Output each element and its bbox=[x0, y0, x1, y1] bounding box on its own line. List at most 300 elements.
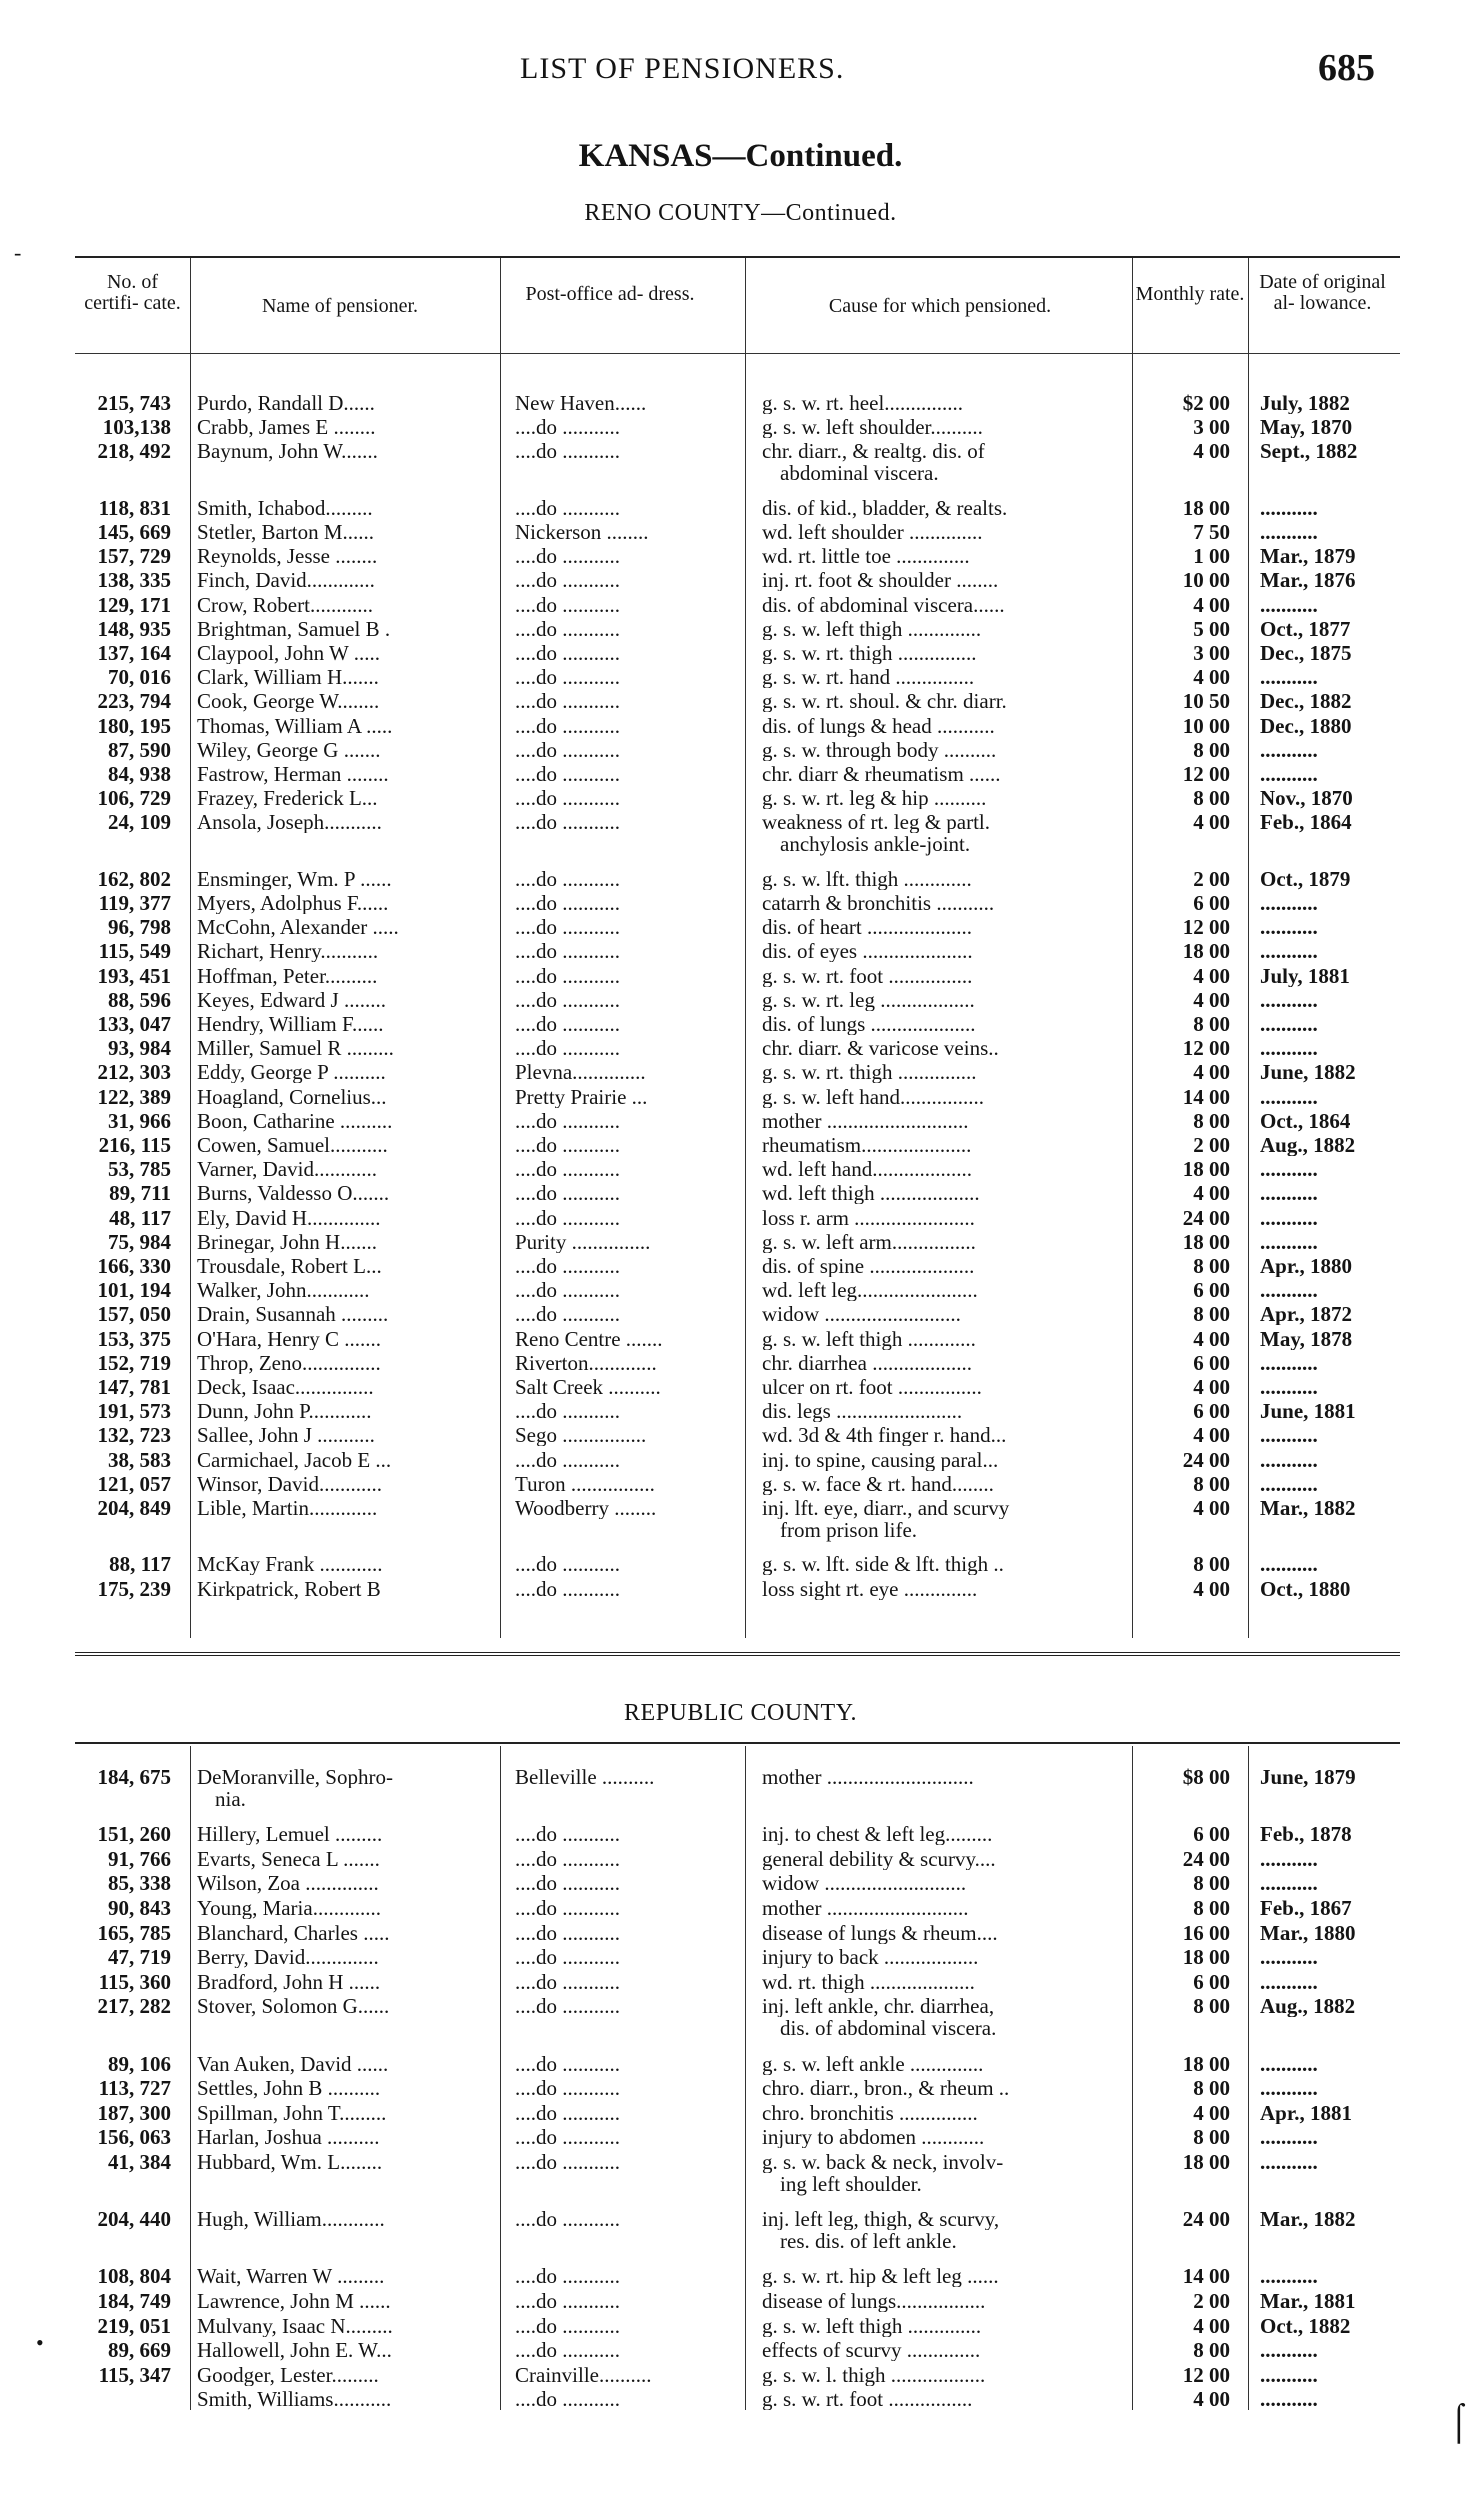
pensioner-name: Crabb, James E ........ bbox=[197, 416, 376, 439]
monthly-rate: 4 00 bbox=[1193, 1061, 1230, 1084]
allowance-date: ........... bbox=[1260, 2339, 1318, 2362]
monthly-rate: 24 00 bbox=[1182, 1448, 1230, 1471]
pensioner-name: Mulvany, Isaac N......... bbox=[197, 2314, 393, 2337]
post-office: ....do ........... bbox=[515, 593, 620, 616]
certificate-number: 48, 117 bbox=[109, 1206, 171, 1229]
certificate-number: 204, 849 bbox=[97, 1497, 171, 1519]
post-office: ....do ........... bbox=[515, 416, 620, 439]
monthly-rate: 4 00 bbox=[1193, 593, 1230, 616]
certificate-number: 115, 549 bbox=[98, 940, 171, 963]
allowance-date: ........... bbox=[1260, 2388, 1318, 2411]
cause-of-pension: chr. diarrhea ................... bbox=[762, 1351, 972, 1374]
pensioner-name: Frazey, Frederick L... bbox=[197, 787, 378, 810]
pensioner-name: Reynolds, Jesse ........ bbox=[197, 545, 378, 568]
pensioner-name: Wiley, George G ....... bbox=[197, 738, 381, 761]
allowance-date: Aug., 1882 bbox=[1260, 1995, 1356, 2018]
pensioner-name: O'Hara, Henry C ....... bbox=[197, 1327, 381, 1350]
certificate-number: 184, 749 bbox=[97, 2290, 171, 2312]
monthly-rate: 8 00 bbox=[1193, 1872, 1230, 1895]
post-office: Plevna.............. bbox=[515, 1061, 646, 1084]
post-office: ....do ........... bbox=[515, 2265, 620, 2288]
monthly-rate: 4 00 bbox=[1193, 811, 1230, 834]
post-office: Crainville.......... bbox=[515, 2363, 652, 2386]
certificate-number: 119, 377 bbox=[98, 892, 171, 914]
cause-of-pension: disease of lungs & rheum.... bbox=[762, 1921, 998, 1944]
post-office: ....do ........... bbox=[515, 1158, 620, 1181]
certificate-number: 133, 047 bbox=[97, 1013, 171, 1035]
allowance-date: Mar., 1880 bbox=[1260, 1921, 1356, 1944]
republic-top-rule bbox=[75, 1742, 1400, 1744]
pensioner-name: McCohn, Alexander ..... bbox=[197, 916, 399, 939]
post-office: New Haven...... bbox=[515, 392, 647, 414]
cause-of-pension: dis. of spine .................... bbox=[762, 1255, 975, 1277]
monthly-rate: 14 00 bbox=[1182, 1085, 1230, 1108]
monthly-rate: 18 00 bbox=[1182, 940, 1230, 963]
certificate-number: 121, 057 bbox=[97, 1472, 171, 1495]
allowance-date: ........... bbox=[1260, 2265, 1318, 2288]
allowance-date: ........... bbox=[1260, 1013, 1318, 1035]
monthly-rate: 6 00 bbox=[1193, 1279, 1230, 1302]
pensioner-name: Myers, Adolphus F...... bbox=[197, 892, 389, 914]
certificate-number: 223, 794 bbox=[97, 690, 171, 713]
allowance-date: ........... bbox=[1260, 1872, 1318, 1895]
column-header-rate: Monthly rate. bbox=[1135, 283, 1245, 305]
monthly-rate: 16 00 bbox=[1182, 1921, 1230, 1944]
certificate-number: 38, 583 bbox=[108, 1448, 171, 1471]
post-office: ....do ........... bbox=[515, 666, 620, 689]
cause-of-pension: g. s. w. l. thigh .................. bbox=[762, 2363, 986, 2386]
certificate-number: 216, 115 bbox=[98, 1134, 171, 1156]
cause-of-pension: g. s. w. left thigh ............. bbox=[762, 1327, 976, 1350]
post-office: ....do ........... bbox=[515, 2208, 620, 2231]
cause-of-pension: inj. lft. eye, diarr., and scurvy bbox=[762, 1497, 1010, 1519]
allowance-date: ........... bbox=[1260, 1847, 1318, 1870]
pensioner-name: Hendry, William F...... bbox=[197, 1013, 384, 1035]
monthly-rate: 18 00 bbox=[1182, 1158, 1230, 1181]
post-office: ....do ........... bbox=[515, 2077, 620, 2100]
pensioner-name: Baynum, John W....... bbox=[197, 440, 378, 463]
margin-mark: ⌠ bbox=[1448, 2401, 1470, 2441]
pensioner-name: DeMoranville, Sophro- bbox=[197, 1766, 393, 1788]
allowance-date: Apr., 1872 bbox=[1260, 1303, 1352, 1326]
post-office: Pretty Prairie ... bbox=[515, 1085, 648, 1108]
certificate-number: 147, 781 bbox=[97, 1376, 171, 1398]
pensioner-name: Lawrence, John M ...... bbox=[197, 2290, 391, 2312]
certificate-number: 101, 194 bbox=[97, 1279, 171, 1302]
cause-of-pension: g. s. w. rt. hand ............... bbox=[762, 666, 975, 689]
post-office: ....do ........... bbox=[515, 1037, 620, 1060]
monthly-rate: 3 00 bbox=[1193, 642, 1230, 664]
post-office: ....do ........... bbox=[515, 714, 620, 737]
post-office: Salt Creek .......... bbox=[515, 1376, 661, 1398]
certificate-number: 218, 492 bbox=[97, 440, 171, 463]
allowance-date: ........... bbox=[1260, 1279, 1318, 1302]
post-office: ....do ........... bbox=[515, 964, 620, 987]
certificate-number: 180, 195 bbox=[97, 714, 171, 737]
allowance-date: ........... bbox=[1260, 1376, 1318, 1398]
monthly-rate: 8 00 bbox=[1193, 1255, 1230, 1277]
allowance-date: Mar., 1879 bbox=[1260, 545, 1356, 568]
allowance-date: May, 1878 bbox=[1260, 1327, 1353, 1350]
cause-of-pension: inj. rt. foot & shoulder ........ bbox=[762, 569, 999, 592]
cause-of-pension: inj. to chest & left leg......... bbox=[762, 1823, 993, 1846]
post-office: ....do ........... bbox=[515, 2151, 620, 2173]
column-header-date: Date of original al- lowance. bbox=[1259, 271, 1386, 314]
allowance-date: ........... bbox=[1260, 738, 1318, 761]
monthly-rate: 4 00 bbox=[1193, 2101, 1230, 2124]
monthly-rate: 2 00 bbox=[1193, 1134, 1230, 1156]
monthly-rate: 4 00 bbox=[1193, 1577, 1230, 1600]
monthly-rate: 6 00 bbox=[1193, 892, 1230, 914]
pensioner-name: Harlan, Joshua .......... bbox=[197, 2126, 380, 2149]
pensioner-name: Bradford, John H ...... bbox=[197, 1970, 381, 1993]
monthly-rate: 14 00 bbox=[1182, 2265, 1230, 2288]
cause-of-pension: wd. left leg....................... bbox=[762, 1279, 978, 1302]
cause-of-pension: g. s. w. rt. leg .................. bbox=[762, 988, 975, 1011]
certificate-number: 89, 711 bbox=[109, 1182, 171, 1205]
cause-of-pension: g. s. w. rt. thigh ............... bbox=[762, 642, 977, 664]
cause-continuation: res. dis. of left ankle. bbox=[780, 2229, 957, 2254]
pensioner-name: Ely, David H.............. bbox=[197, 1206, 381, 1229]
certificate-number: 31, 966 bbox=[108, 1109, 171, 1132]
column-divider bbox=[190, 1746, 191, 2410]
pensioner-name: Ensminger, Wm. P ...... bbox=[197, 867, 392, 890]
allowance-date: Nov., 1870 bbox=[1260, 787, 1353, 810]
post-office: ....do ........... bbox=[515, 1577, 620, 1600]
pensioner-name: Kirkpatrick, Robert B bbox=[197, 1577, 381, 1600]
cause-of-pension: ulcer on rt. foot ................ bbox=[762, 1376, 982, 1398]
certificate-number: 156, 063 bbox=[97, 2126, 171, 2149]
monthly-rate: 8 00 bbox=[1193, 1553, 1230, 1576]
certificate-number: 75, 984 bbox=[108, 1230, 171, 1253]
monthly-rate: 8 00 bbox=[1193, 2126, 1230, 2149]
monthly-rate: 8 00 bbox=[1193, 2339, 1230, 2362]
certificate-number: 184, 675 bbox=[97, 1766, 171, 1788]
post-office: ....do ........... bbox=[515, 2339, 620, 2362]
post-office: ....do ........... bbox=[515, 569, 620, 592]
cause-of-pension: g. s. w. back & neck, involv- bbox=[762, 2151, 1004, 2173]
post-office: ....do ........... bbox=[515, 440, 620, 463]
post-office: Sego ................ bbox=[515, 1424, 647, 1447]
post-office: ....do ........... bbox=[515, 1448, 620, 1471]
pensioner-name: Fastrow, Herman ........ bbox=[197, 763, 389, 785]
column-header-post-office: Post-office ad- dress. bbox=[525, 283, 695, 305]
allowance-date: ........... bbox=[1260, 1230, 1318, 1253]
cause-of-pension: loss r. arm ....................... bbox=[762, 1206, 975, 1229]
cause-of-pension: g. s. w. rt. foot ................ bbox=[762, 964, 973, 987]
monthly-rate: 4 00 bbox=[1193, 1424, 1230, 1447]
monthly-rate: 8 00 bbox=[1193, 1897, 1230, 1919]
allowance-date: June, 1882 bbox=[1260, 1061, 1356, 1084]
monthly-rate: 24 00 bbox=[1182, 1847, 1230, 1870]
allowance-date: June, 1879 bbox=[1260, 1766, 1356, 1788]
pensioner-name: Dunn, John P............ bbox=[197, 1400, 372, 1423]
post-office: ....do ........... bbox=[515, 763, 620, 785]
post-office: ....do ........... bbox=[515, 496, 620, 519]
cause-of-pension: g. s. w. rt. heel............... bbox=[762, 392, 964, 414]
pensioner-name: Crow, Robert............ bbox=[197, 593, 373, 616]
pensioner-name: Berry, David.............. bbox=[197, 1946, 379, 1969]
certificate-number: 204, 440 bbox=[97, 2208, 171, 2231]
pensioner-name: Stover, Solomon G...... bbox=[197, 1995, 390, 2018]
post-office: ....do ........... bbox=[515, 1134, 620, 1156]
post-office: Purity ............... bbox=[515, 1230, 651, 1253]
certificate-number: 193, 451 bbox=[97, 964, 171, 987]
pensioner-name: Goodger, Lester......... bbox=[197, 2363, 379, 2386]
monthly-rate: 4 00 bbox=[1193, 2388, 1230, 2411]
allowance-date: Sept., 1882 bbox=[1260, 440, 1358, 463]
certificate-number: 89, 669 bbox=[108, 2339, 171, 2362]
certificate-number: 47, 719 bbox=[108, 1946, 171, 1969]
pensioner-name: Young, Maria............. bbox=[197, 1897, 381, 1919]
allowance-date: ........... bbox=[1260, 1351, 1318, 1374]
monthly-rate: 8 00 bbox=[1193, 1303, 1230, 1326]
pensioner-name: Carmichael, Jacob E ... bbox=[197, 1448, 392, 1471]
cause-of-pension: general debility & scurvy.... bbox=[762, 1847, 996, 1870]
cause-of-pension: inj. to spine, causing paral... bbox=[762, 1448, 999, 1471]
column-divider bbox=[1248, 1746, 1249, 2410]
certificate-number: 191, 573 bbox=[97, 1400, 171, 1423]
pensioner-name: Stetler, Barton M...... bbox=[197, 521, 375, 543]
section-divider-rule bbox=[75, 1652, 1400, 1656]
cause-continuation: dis. of abdominal viscera. bbox=[780, 2016, 997, 2041]
cause-of-pension: chro. bronchitis ............... bbox=[762, 2101, 978, 2124]
allowance-date: Oct., 1879 bbox=[1260, 867, 1351, 890]
pensioner-name: Clark, William H....... bbox=[197, 666, 379, 689]
column-header-cause: Cause for which pensioned. bbox=[828, 295, 1052, 317]
monthly-rate: 12 00 bbox=[1182, 2363, 1230, 2386]
allowance-date: ........... bbox=[1260, 1182, 1318, 1205]
cause-of-pension: injury to back .................. bbox=[762, 1946, 979, 1969]
post-office: ....do ........... bbox=[515, 617, 620, 640]
monthly-rate: 10 00 bbox=[1182, 714, 1230, 737]
post-office: ....do ........... bbox=[515, 916, 620, 939]
cause-of-pension: dis. of eyes ..................... bbox=[762, 940, 973, 963]
post-office: ....do ........... bbox=[515, 2101, 620, 2124]
monthly-rate: 2 00 bbox=[1193, 2290, 1230, 2312]
certificate-number: 138, 335 bbox=[97, 569, 171, 592]
column-divider bbox=[1248, 258, 1249, 1638]
post-office: ....do ........... bbox=[515, 2052, 620, 2075]
pensioner-name: Hugh, William............ bbox=[197, 2208, 385, 2231]
cause-of-pension: mother ............................ bbox=[762, 1766, 974, 1788]
monthly-rate: 18 00 bbox=[1182, 1946, 1230, 1969]
monthly-rate: $8 00 bbox=[1182, 1766, 1230, 1788]
state-heading: KANSAS—Continued. bbox=[578, 138, 903, 174]
certificate-number: 152, 719 bbox=[97, 1351, 171, 1374]
post-office: ....do ........... bbox=[515, 1279, 620, 1302]
certificate-number: 217, 282 bbox=[97, 1995, 171, 2018]
certificate-number: 153, 375 bbox=[97, 1327, 171, 1350]
cause-of-pension: weakness of rt. leg & partl. bbox=[762, 811, 991, 834]
pensioner-name: Wait, Warren W ......... bbox=[197, 2265, 385, 2288]
cause-of-pension: rheumatism..................... bbox=[762, 1134, 972, 1156]
monthly-rate: 18 00 bbox=[1182, 1230, 1230, 1253]
cause-of-pension: inj. left leg, thigh, & scurvy, bbox=[762, 2208, 1000, 2231]
running-head bbox=[0, 47, 1481, 92]
allowance-date: July, 1881 bbox=[1260, 964, 1350, 987]
allowance-date: ........... bbox=[1260, 1553, 1318, 1576]
cause-of-pension: g. s. w. left thigh .............. bbox=[762, 617, 982, 640]
cause-of-pension: g. s. w. left hand................ bbox=[762, 1085, 985, 1108]
post-office: Riverton............. bbox=[515, 1351, 657, 1374]
post-office: ....do ........... bbox=[515, 1921, 620, 1944]
certificate-number: 115, 347 bbox=[98, 2363, 171, 2386]
post-office: ....do ........... bbox=[515, 2290, 620, 2312]
certificate-number: 90, 843 bbox=[108, 1897, 171, 1919]
post-office: ....do ........... bbox=[515, 1847, 620, 1870]
running-title: LIST OF PENSIONERS. bbox=[520, 52, 845, 85]
post-office: Nickerson ........ bbox=[515, 521, 649, 543]
pensioner-name: Drain, Susannah ......... bbox=[197, 1303, 389, 1326]
allowance-date: ........... bbox=[1260, 916, 1318, 939]
cause-of-pension: wd. rt. little toe .............. bbox=[762, 545, 970, 568]
certificate-number: 212, 303 bbox=[97, 1061, 171, 1084]
allowance-date: ........... bbox=[1260, 940, 1318, 963]
pensioner-name: Winsor, David............ bbox=[197, 1472, 382, 1495]
cause-of-pension: g. s. w. through body .......... bbox=[762, 738, 997, 761]
reno-county-heading: RENO COUNTY—Continued. bbox=[584, 200, 897, 226]
allowance-date: ........... bbox=[1260, 2151, 1318, 2173]
pensioner-name: Hubbard, Wm. L........ bbox=[197, 2151, 383, 2173]
cause-continuation: anchylosis ankle-joint. bbox=[780, 832, 971, 857]
column-header-no: No. of certifi- cate. bbox=[84, 271, 181, 314]
certificate-number: 103,138 bbox=[102, 416, 171, 439]
pensioner-name: Ansola, Joseph........... bbox=[197, 811, 382, 834]
certificate-number: 215, 743 bbox=[97, 392, 171, 414]
cause-of-pension: widow .......................... bbox=[762, 1303, 961, 1326]
cause-of-pension: dis. of abdominal viscera...... bbox=[762, 593, 1005, 616]
pensioner-name: Cook, George W........ bbox=[197, 690, 380, 713]
post-office: ....do ........... bbox=[515, 2314, 620, 2337]
pensioner-name: Keyes, Edward J ........ bbox=[197, 988, 386, 1011]
column-header-name: Name of pensioner. bbox=[261, 295, 419, 317]
certificate-number: 96, 798 bbox=[108, 916, 171, 939]
certificate-number: 157, 729 bbox=[97, 545, 171, 568]
certificate-number: 165, 785 bbox=[97, 1921, 171, 1944]
cause-of-pension: dis. of kid., bladder, & realts. bbox=[762, 496, 1008, 519]
pensioner-name: Walker, John............ bbox=[197, 1279, 370, 1302]
post-office: ....do ........... bbox=[515, 867, 620, 890]
column-divider bbox=[190, 258, 191, 1638]
monthly-rate: 24 00 bbox=[1182, 2208, 1230, 2231]
certificate-number: 129, 171 bbox=[97, 593, 171, 616]
pensioner-name: Brinegar, John H....... bbox=[197, 1230, 377, 1253]
certificate-number: 115, 360 bbox=[98, 1970, 171, 1993]
cause-continuation: from prison life. bbox=[780, 1518, 918, 1542]
certificate-number: 41, 384 bbox=[108, 2151, 171, 2173]
cause-of-pension: dis. legs ........................ bbox=[762, 1400, 963, 1423]
cause-of-pension: wd. left shoulder .............. bbox=[762, 521, 983, 543]
post-office: ....do ........... bbox=[515, 1872, 620, 1895]
allowance-date: Feb., 1864 bbox=[1260, 811, 1352, 834]
monthly-rate: 12 00 bbox=[1182, 1037, 1230, 1060]
monthly-rate: 6 00 bbox=[1193, 1400, 1230, 1423]
certificate-number: 166, 330 bbox=[97, 1255, 171, 1277]
post-office: ....do ........... bbox=[515, 1303, 620, 1326]
monthly-rate: 3 00 bbox=[1193, 416, 1230, 439]
pensioner-name: Smith, Williams........... bbox=[197, 2388, 392, 2411]
post-office: ....do ........... bbox=[515, 811, 620, 834]
monthly-rate: 1 00 bbox=[1193, 545, 1230, 568]
allowance-date: Mar., 1876 bbox=[1260, 569, 1356, 592]
allowance-date: ........... bbox=[1260, 763, 1318, 785]
allowance-date: ........... bbox=[1260, 521, 1318, 543]
cause-of-pension: g. s. w. left ankle .............. bbox=[762, 2052, 984, 2075]
pensioner-name: Hallowell, John E. W... bbox=[197, 2339, 392, 2362]
monthly-rate: 4 00 bbox=[1193, 1182, 1230, 1205]
monthly-rate: 4 00 bbox=[1193, 2314, 1230, 2337]
cause-of-pension: chro. diarr., bron., & rheum .. bbox=[762, 2077, 1010, 2100]
certificate-number: 93, 984 bbox=[108, 1037, 171, 1060]
table-top-rule bbox=[75, 256, 1400, 258]
certificate-number: 108, 804 bbox=[97, 2265, 171, 2288]
monthly-rate: $2 00 bbox=[1182, 392, 1230, 414]
monthly-rate: 4 00 bbox=[1193, 440, 1230, 463]
allowance-date: Feb., 1867 bbox=[1260, 1897, 1352, 1919]
cause-of-pension: chr. diarr. & varicose veins.. bbox=[762, 1037, 999, 1060]
pensioner-name: Trousdale, Robert L... bbox=[197, 1255, 382, 1277]
cause-of-pension: g. s. w. left shoulder.......... bbox=[762, 416, 983, 439]
post-office: ....do ........... bbox=[515, 1013, 620, 1035]
cause-of-pension: injury to abdomen ............ bbox=[762, 2126, 985, 2149]
pensioner-name: Deck, Isaac............... bbox=[197, 1376, 374, 1398]
certificate-number: 70, 016 bbox=[108, 666, 171, 689]
cause-of-pension: dis. of lungs & head ........... bbox=[762, 714, 995, 737]
post-office: ....do ........... bbox=[515, 1995, 620, 2018]
cause-of-pension: effects of scurvy .............. bbox=[762, 2339, 981, 2362]
allowance-date: Oct., 1880 bbox=[1260, 1577, 1351, 1600]
pensioner-name: Claypool, John W ..... bbox=[197, 642, 380, 664]
monthly-rate: 6 00 bbox=[1193, 1970, 1230, 1993]
monthly-rate: 4 00 bbox=[1193, 1327, 1230, 1350]
post-office: Belleville .......... bbox=[515, 1766, 655, 1788]
cause-of-pension: g. s. w. rt. thigh ............... bbox=[762, 1061, 977, 1084]
post-office: ....do ........... bbox=[515, 1400, 620, 1423]
certificate-number: 91, 766 bbox=[108, 1847, 171, 1870]
allowance-date: May, 1870 bbox=[1260, 416, 1353, 439]
allowance-date: ........... bbox=[1260, 1085, 1318, 1108]
post-office: Turon ................ bbox=[515, 1472, 655, 1495]
pensioner-name: Cowen, Samuel........... bbox=[197, 1134, 388, 1156]
monthly-rate: 4 00 bbox=[1193, 1376, 1230, 1398]
pensioner-name: Wilson, Zoa .............. bbox=[197, 1872, 379, 1895]
certificate-number: 87, 590 bbox=[108, 738, 171, 761]
certificate-number: 84, 938 bbox=[108, 763, 171, 785]
post-office: ....do ........... bbox=[515, 787, 620, 810]
certificate-number: 106, 729 bbox=[97, 787, 171, 810]
monthly-rate: 2 00 bbox=[1193, 867, 1230, 890]
allowance-date: ........... bbox=[1260, 1037, 1318, 1060]
allowance-date: Apr., 1881 bbox=[1260, 2101, 1352, 2124]
monthly-rate: 8 00 bbox=[1193, 1472, 1230, 1495]
post-office: ....do ........... bbox=[515, 2126, 620, 2149]
allowance-date: ........... bbox=[1260, 496, 1318, 519]
certificate-number: 118, 831 bbox=[98, 496, 171, 519]
pensioner-name: Miller, Samuel R ......... bbox=[197, 1037, 394, 1060]
cause-continuation: ing left shoulder. bbox=[780, 2172, 922, 2196]
cause-of-pension: wd. left hand................... bbox=[762, 1158, 972, 1181]
pensioner-name: Throp, Zeno............... bbox=[197, 1351, 381, 1374]
monthly-rate: 10 00 bbox=[1182, 569, 1230, 592]
monthly-rate: 8 00 bbox=[1193, 1995, 1230, 2018]
monthly-rate: 24 00 bbox=[1182, 1206, 1230, 1229]
allowance-date: Oct., 1877 bbox=[1260, 617, 1351, 640]
margin-mark: - bbox=[14, 240, 22, 265]
post-office: ....do ........... bbox=[515, 545, 620, 568]
certificate-number: 137, 164 bbox=[97, 642, 171, 664]
allowance-date: ........... bbox=[1260, 1472, 1318, 1495]
